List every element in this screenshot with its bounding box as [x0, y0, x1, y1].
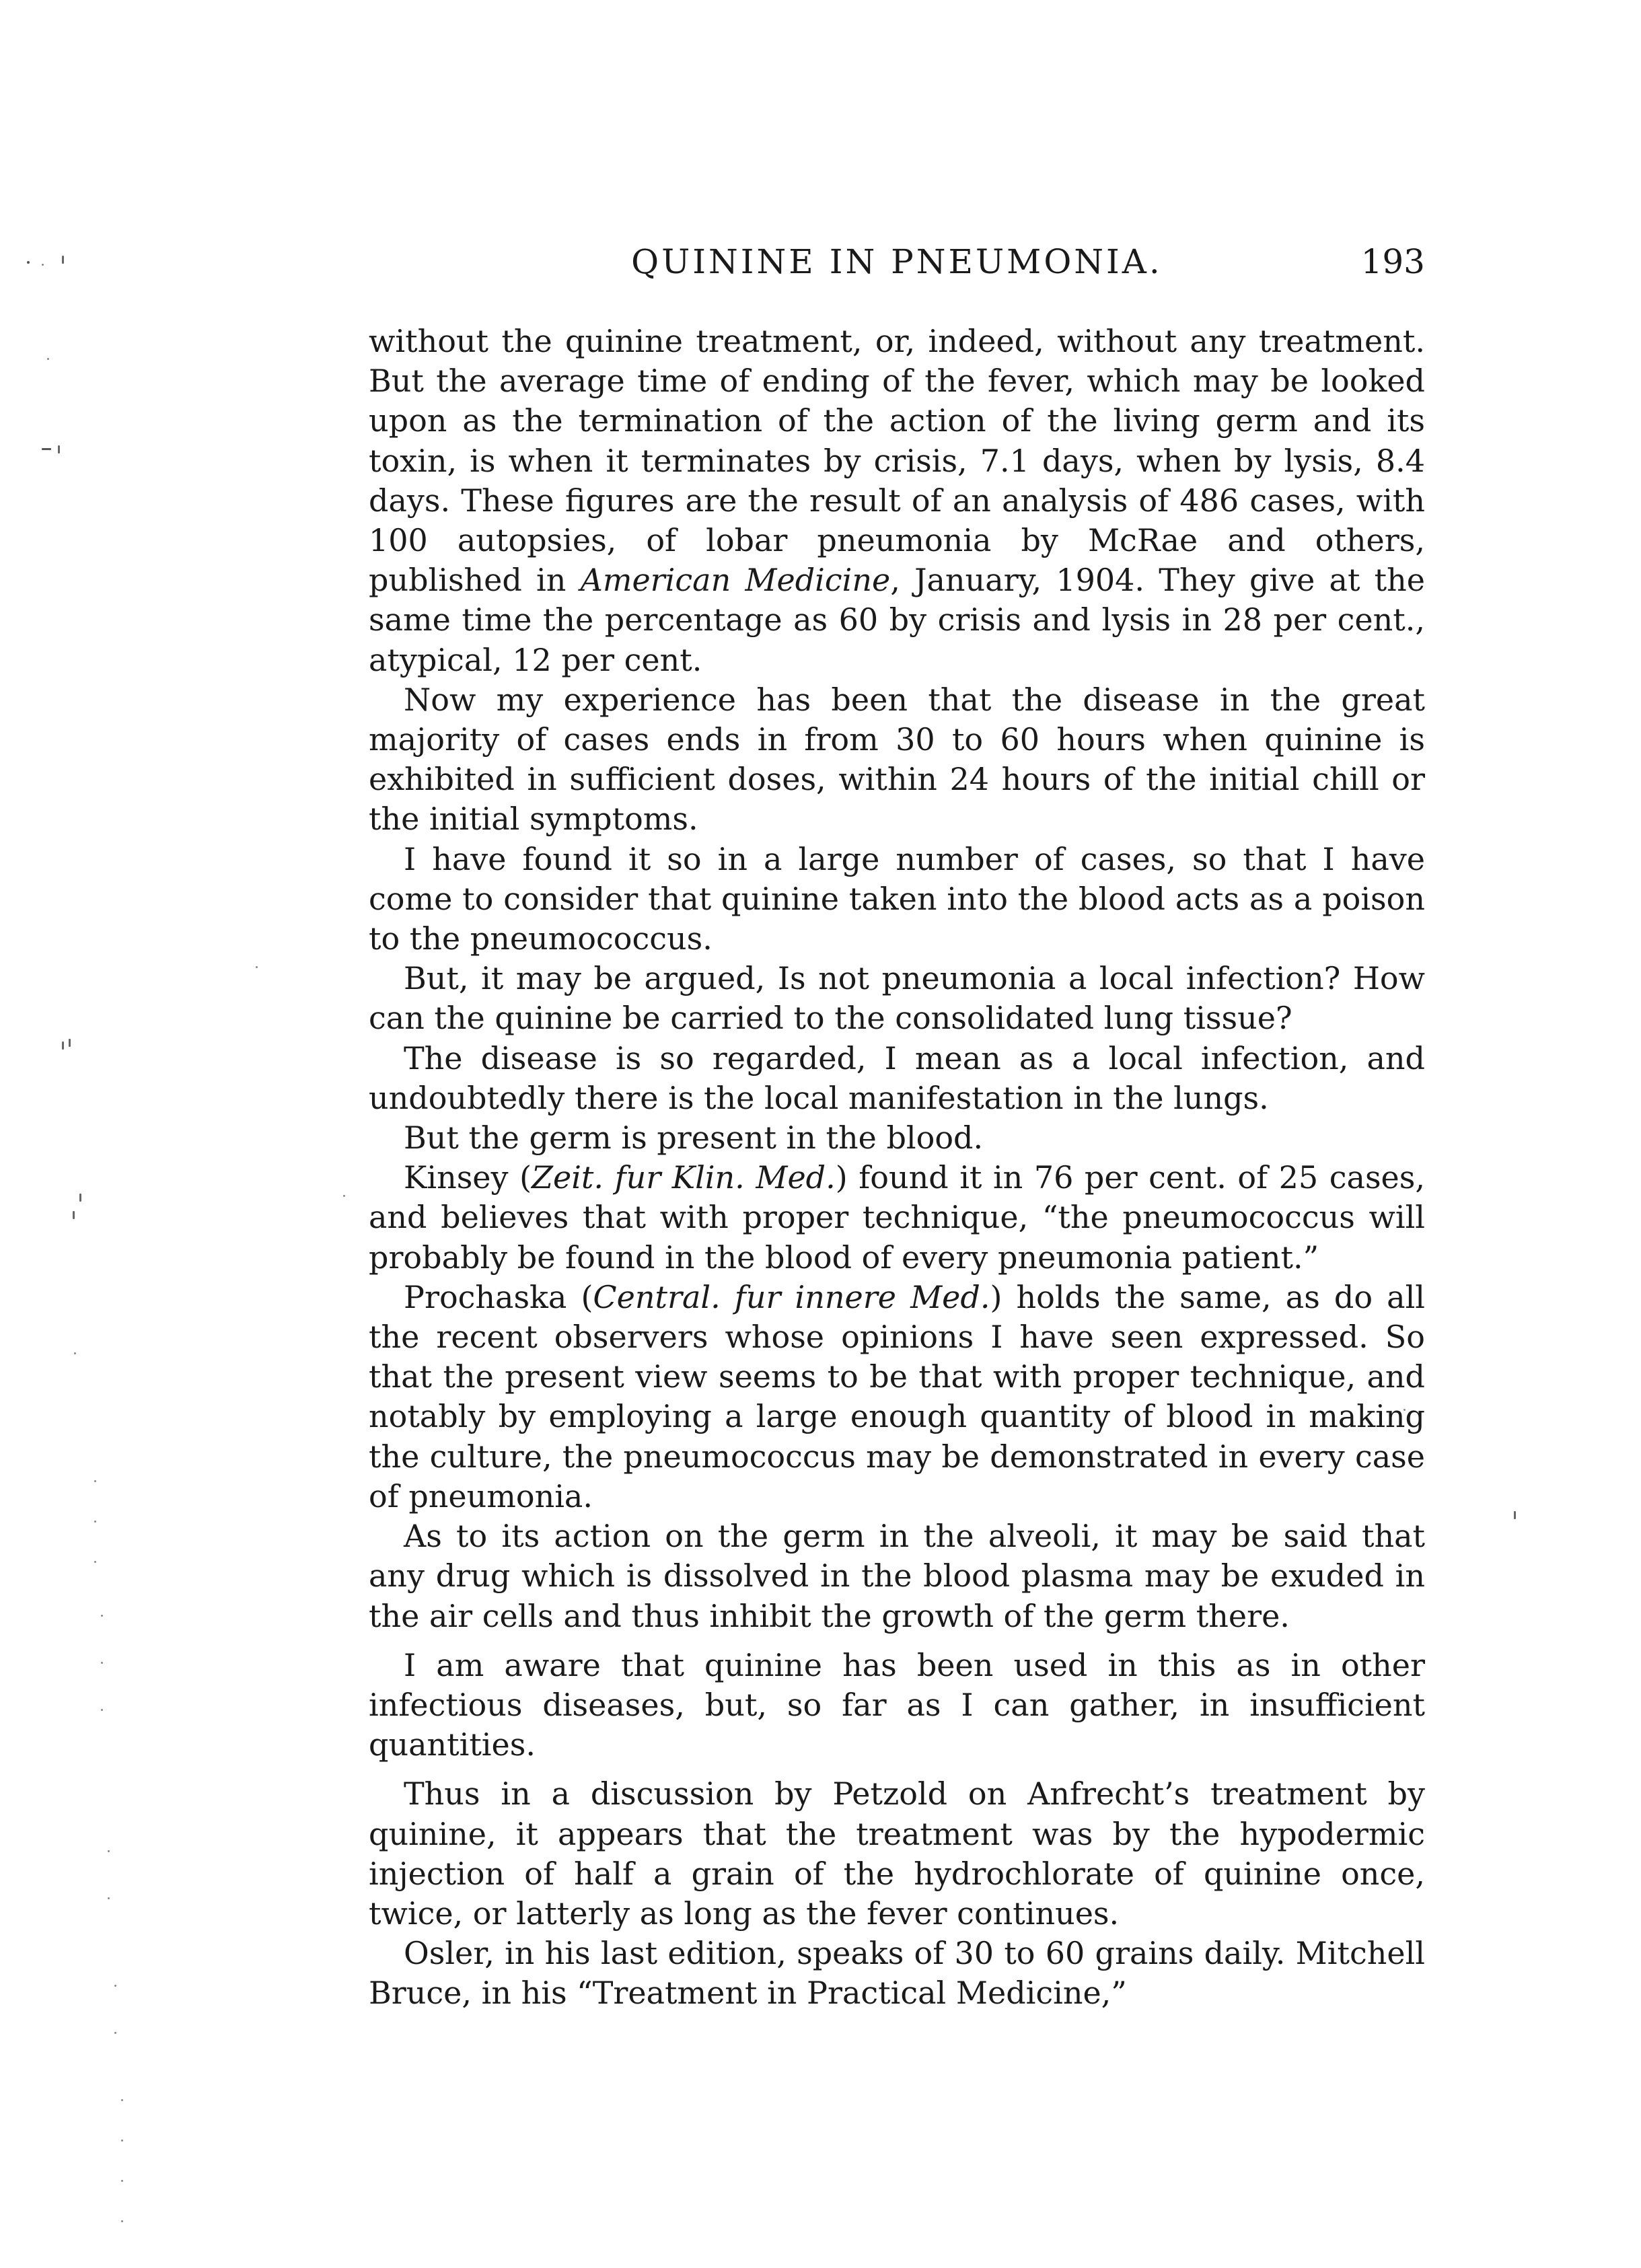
margin-speck [94, 1521, 96, 1523]
margin-speck [62, 256, 64, 264]
running-head [369, 242, 1425, 296]
margin-speck [47, 358, 49, 360]
margin-speck [94, 1561, 96, 1563]
margin-speck [1514, 1511, 1516, 1519]
margin-speck [121, 2099, 123, 2101]
margin-speck [79, 1194, 81, 1202]
margin-speck [101, 1709, 103, 1711]
margin-speck [58, 445, 60, 453]
paragraph: But the germ is present in the blood. [404, 1120, 984, 1157]
margin-speck [114, 1985, 116, 1987]
margin-speck [256, 966, 258, 968]
paragraph: Now my experience has been that the disease in the great majority of cases ends in from 30 to 60 hours when quinine is exhibited in sufficient doses, within 24 hours of the initial chill or the initial symptoms. [369, 681, 1425, 838]
margin-speck [69, 1039, 71, 1047]
page-number: 193 [1360, 242, 1425, 281]
margin-speck [74, 1352, 76, 1354]
margin-speck [73, 1211, 75, 1219]
margin-speck [114, 2032, 116, 2034]
paragraph: I am aware that quinine has been used in this as in other infectious diseases, but, so far as I can gather, in insufficient quantities. [369, 1646, 1425, 1763]
paragraph: As to its action on the germ in the alveoli, it may be said that any drug which is dissolved in the blood plasma may be exuded in the air cells and thus inhibit the growth of the germ there. [369, 1518, 1425, 1634]
margin-speck [101, 1615, 103, 1617]
paragraph: Osler, in his last edition, speaks of 30 to 60 grains daily. Mitchell Bruce, in his “Treatment in Practical Medicine,” [369, 1935, 1425, 2012]
paragraph: The disease is so regarded, I mean as a local infection, and undoubtedly there is the local manifestation in the lungs. [369, 1039, 1425, 1116]
margin-speck [121, 2220, 123, 2222]
margin-speck [62, 1041, 64, 1050]
margin-speck [94, 1480, 96, 1482]
margin-speck [108, 1850, 110, 1852]
paragraph: Thus in a discussion by Petzold on Anfrecht’s treatment by quinine, it appears that the treatment was by the hypodermic injection of half a grain of the hydrochlorate of quinine once, twice, or latterly as long as the fever continues. [369, 1776, 1425, 1932]
margin-speck [42, 264, 44, 266]
body-text [369, 322, 1425, 2014]
margin-specks [0, 0, 175, 2268]
running-title: QUININE IN PNEUMONIA. [631, 242, 1163, 281]
paragraph: But, it may be argued, Is not pneumonia a local infection? How can the quinine be carried to the consolidated lung tissue? [369, 960, 1425, 1037]
margin-speck [101, 1662, 103, 1664]
paragraph: without the quinine treatment, or, indeed, without any treatment. But the average time of ending of the fever, which may be looked upon as the termination of the action of the living germ and its toxin, is when it terminates by crisis, 7.1 days, when by lysis, 8.4 days. These figures are the result of an analysis of 486 cases, with 100 autopsies, of lobar pneumonia by McRae and others, published in American Medicine, January, 1904. They give at the same time the percentage as 60 by crisis and lysis in 28 per cent., atypical, 12 per cent. [369, 323, 1425, 678]
margin-speck [121, 2180, 123, 2182]
margin-speck [343, 1195, 345, 1197]
margin-speck [42, 448, 51, 450]
paragraph: I have found it so in a large number of cases, so that I have come to consider that quinine taken into the blood acts as a poison to the pneumococcus. [369, 840, 1425, 957]
margin-speck [108, 1897, 110, 1899]
paragraph: Kinsey (Zeit. fur Klin. Med.) found it in 76 per cent. of 25 cases, and believes that with proper technique, “the pneumococcus will probably be found in the blood of every pneumonia patient.” [369, 1159, 1425, 1276]
paragraph: Prochaska (Central. fur innere Med.) holds the same, as do all the recent observers whose opinions I have seen expressed. So that the present view seems to be that with proper technique, and notably by employing a large enough quantity of blood in making the culture, the pneumococcus may be demonstrated in every case of pneumonia. [369, 1278, 1426, 1514]
margin-speck [27, 261, 30, 264]
margin-speck [121, 2139, 123, 2142]
